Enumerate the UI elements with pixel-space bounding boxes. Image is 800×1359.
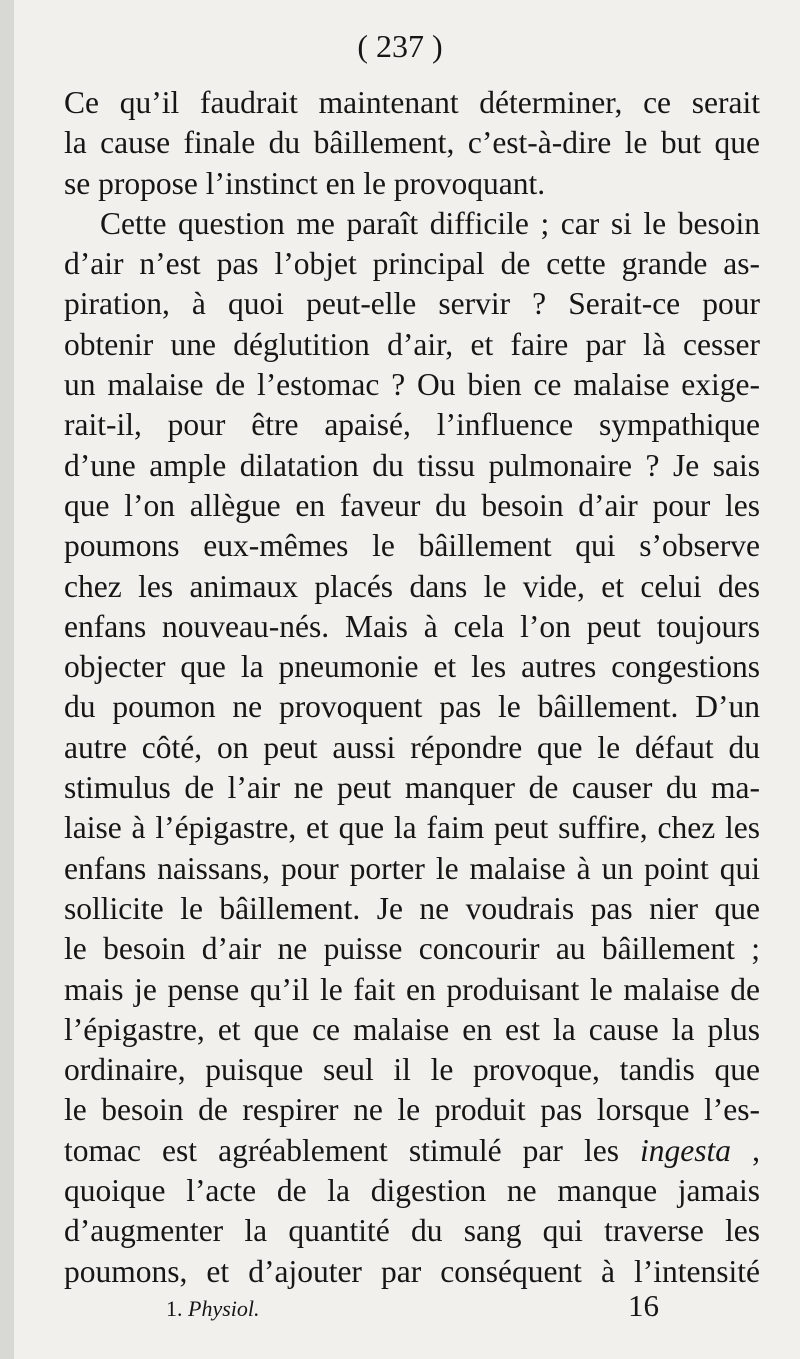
text-line: stimulus de l’air ne peut manquer de causer du ma- [64,770,760,806]
text-line: objecter que la pneumonie et les autres congestions [64,649,760,685]
text-line: le besoin de respirer ne le produit pas lorsque l’es- [64,1092,760,1128]
text-line: du poumon ne provoquent pas le bâillement. D’un [64,689,760,725]
text-line: autre côté, on peut aussi répondre que le défaut du [64,729,760,765]
page-number: ( 237 ) [357,28,443,64]
text-line: poumons, et d’ajouter par conséquent à l’intensité [64,1253,760,1289]
text-line: mais je pense qu’il le fait en produisant le malaise de [64,971,760,1007]
signature-number: 1. [166,1296,183,1321]
text-line: la cause finale du bâillement, c’est-à-dire le but que [64,125,760,161]
text-line: se propose l’instinct en le provoquant. [64,165,546,201]
signature-mark [166,1294,260,1324]
text-line: poumons eux-mêmes le bâillement qui s’observe [64,528,760,564]
text-line: d’augmenter la quantité du sang qui traverse les [64,1213,760,1249]
signature-label: Physiol. [188,1296,260,1321]
text-line: sollicite le bâillement. Je ne voudrais pas nier que [64,890,760,926]
text-line: rait-il, pour être apaisé, l’influence sympathique [64,407,760,443]
text-line-with-italic [64,1131,760,1171]
text-line: enfans naissans, pour porter le malaise à un point qui [64,850,760,886]
text-segment: tomac est agréablement stimulé par les [64,1132,641,1168]
text-line: laise à l’épigastre, et que la faim peut suffire, chez les [64,810,760,846]
text-line: piration, à quoi peut-elle servir ? Serait-ce pour [64,286,760,322]
text-line: d’une ample dilatation du tissu pulmonaire ? Je sais [64,447,760,483]
text-line: d’air n’est pas l’objet principal de cette grande as- [64,246,760,282]
text-line: le besoin d’air ne puisse concourir au bâillement ; [64,931,760,967]
body-text [64,83,760,1292]
sheet-number: 16 [628,1288,659,1323]
text-line: que l’on allègue en faveur du besoin d’air pour les [64,487,760,523]
text-line: obtenir une déglutition d’air, et faire par là cesser [64,326,760,362]
page-gutter [0,0,14,1359]
text-segment: , [731,1132,760,1168]
text-line: enfans nouveau-nés. Mais à cela l’on peut toujours [64,608,760,644]
text-line: l’épigastre, et que ce malaise en est la cause la plus [64,1011,760,1047]
italic-term: ingesta [640,1132,732,1168]
text-line: Cette question me paraît difficile ; car si le besoin [100,205,760,241]
text-line: quoique l’acte de la digestion ne manque jamais [64,1173,760,1209]
text-line: chez les animaux placés dans le vide, et celui des [64,568,760,604]
text-line: Ce qu’il faudrait maintenant déterminer, ce serait [64,85,760,120]
text-line: un malaise de l’estomac ? Ou bien ce malaise exige- [64,367,760,403]
text-line: ordinaire, puisque seul il le provoque, tandis que [64,1052,760,1088]
